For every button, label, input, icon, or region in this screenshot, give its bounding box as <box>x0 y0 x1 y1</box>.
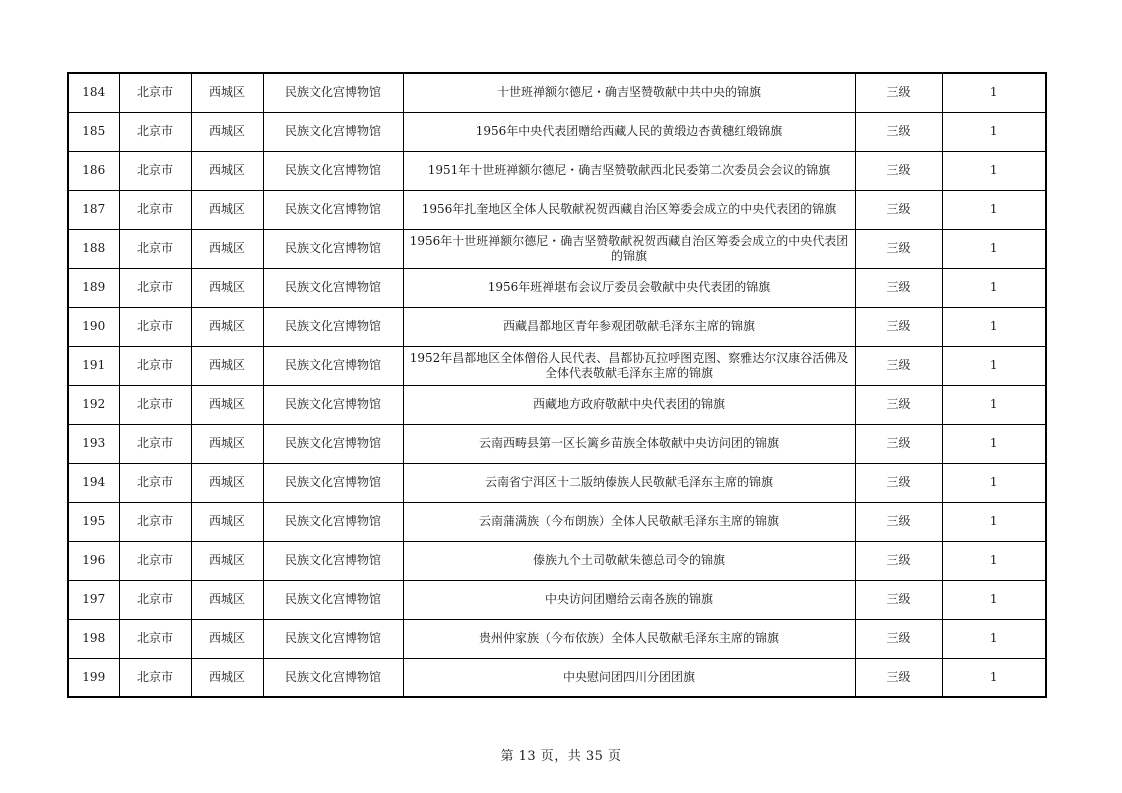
table-row <box>68 112 1046 151</box>
collection-unit-cell: 民族文化宫博物馆 <box>263 307 403 346</box>
serial-number-cell: 191 <box>68 346 119 385</box>
collection-unit-cell: 民族文化宫博物馆 <box>263 268 403 307</box>
table-row <box>68 463 1046 502</box>
district-cell: 西城区 <box>191 463 263 502</box>
relic-name-cell: 傣族九个土司敬献朱德总司令的锦旗 <box>403 541 855 580</box>
district-cell: 西城区 <box>191 658 263 697</box>
collection-unit-cell: 民族文化宫博物馆 <box>263 619 403 658</box>
quantity-cell: 1 <box>942 619 1046 658</box>
serial-number-cell: 198 <box>68 619 119 658</box>
page-footer: 第 13 页，共 35 页 <box>500 749 622 764</box>
collection-unit-cell: 民族文化宫博物馆 <box>263 658 403 697</box>
city-cell: 北京市 <box>119 619 191 658</box>
district-cell: 西城区 <box>191 424 263 463</box>
table-body <box>68 73 1046 697</box>
serial-number-cell: 184 <box>68 73 119 112</box>
quantity-cell: 1 <box>942 658 1046 697</box>
relic-name-cell: 1952年昌都地区全体僧俗人民代表、昌都协瓦拉呼图克图、察雅达尔汉康谷活佛及全体代表敬献毛泽东主席的锦旗 <box>403 346 855 385</box>
city-cell: 北京市 <box>119 268 191 307</box>
quantity-cell: 1 <box>942 307 1046 346</box>
relic-name-cell: 1956年十世班禅额尔德尼・确吉坚赞敬献祝贺西藏自治区筹委会成立的中央代表团的锦旗 <box>403 229 855 268</box>
grade-cell: 三级 <box>855 619 942 658</box>
serial-number-cell: 185 <box>68 112 119 151</box>
city-cell: 北京市 <box>119 346 191 385</box>
table-row <box>68 268 1046 307</box>
serial-number-cell: 196 <box>68 541 119 580</box>
quantity-cell: 1 <box>942 385 1046 424</box>
collection-unit-cell: 民族文化宫博物馆 <box>263 112 403 151</box>
grade-cell: 三级 <box>855 73 942 112</box>
serial-number-cell: 192 <box>68 385 119 424</box>
serial-number-cell: 197 <box>68 580 119 619</box>
city-cell: 北京市 <box>119 307 191 346</box>
city-cell: 北京市 <box>119 541 191 580</box>
district-cell: 西城区 <box>191 112 263 151</box>
collection-unit-cell: 民族文化宫博物馆 <box>263 190 403 229</box>
relic-name-cell: 云南西畴县第一区长篱乡苗族全体敬献中央访问团的锦旗 <box>403 424 855 463</box>
city-cell: 北京市 <box>119 112 191 151</box>
table-row <box>68 73 1046 112</box>
district-cell: 西城区 <box>191 268 263 307</box>
quantity-cell: 1 <box>942 151 1046 190</box>
grade-cell: 三级 <box>855 580 942 619</box>
district-cell: 西城区 <box>191 385 263 424</box>
city-cell: 北京市 <box>119 190 191 229</box>
relic-name-cell: 1951年十世班禅额尔德尼・确吉坚赞敬献西北民委第二次委员会会议的锦旗 <box>403 151 855 190</box>
relic-name-cell: 中央慰问团四川分团团旗 <box>403 658 855 697</box>
city-cell: 北京市 <box>119 463 191 502</box>
collection-unit-cell: 民族文化宫博物馆 <box>263 151 403 190</box>
serial-number-cell: 195 <box>68 502 119 541</box>
grade-cell: 三级 <box>855 268 942 307</box>
grade-cell: 三级 <box>855 307 942 346</box>
city-cell: 北京市 <box>119 385 191 424</box>
city-cell: 北京市 <box>119 580 191 619</box>
relic-name-cell: 贵州仲家族（今布依族）全体人民敬献毛泽东主席的锦旗 <box>403 619 855 658</box>
serial-number-cell: 187 <box>68 190 119 229</box>
table-row <box>68 307 1046 346</box>
relic-name-cell: 云南蒲满族（今布朗族）全体人民敬献毛泽东主席的锦旗 <box>403 502 855 541</box>
relic-name-cell: 十世班禅额尔德尼・确吉坚赞敬献中共中央的锦旗 <box>403 73 855 112</box>
quantity-cell: 1 <box>942 190 1046 229</box>
quantity-cell: 1 <box>942 268 1046 307</box>
serial-number-cell: 194 <box>68 463 119 502</box>
relic-name-cell: 1956年班禅堪布会议厅委员会敬献中央代表团的锦旗 <box>403 268 855 307</box>
table-row <box>68 385 1046 424</box>
grade-cell: 三级 <box>855 541 942 580</box>
district-cell: 西城区 <box>191 151 263 190</box>
quantity-cell: 1 <box>942 229 1046 268</box>
quantity-cell: 1 <box>942 541 1046 580</box>
serial-number-cell: 199 <box>68 658 119 697</box>
quantity-cell: 1 <box>942 424 1046 463</box>
city-cell: 北京市 <box>119 502 191 541</box>
table-row <box>68 580 1046 619</box>
quantity-cell: 1 <box>942 463 1046 502</box>
grade-cell: 三级 <box>855 658 942 697</box>
collection-unit-cell: 民族文化宫博物馆 <box>263 541 403 580</box>
city-cell: 北京市 <box>119 151 191 190</box>
city-cell: 北京市 <box>119 73 191 112</box>
serial-number-cell: 193 <box>68 424 119 463</box>
grade-cell: 三级 <box>855 424 942 463</box>
district-cell: 西城区 <box>191 190 263 229</box>
collection-unit-cell: 民族文化宫博物馆 <box>263 385 403 424</box>
grade-cell: 三级 <box>855 229 942 268</box>
collection-unit-cell: 民族文化宫博物馆 <box>263 424 403 463</box>
relic-name-cell: 1956年扎奎地区全体人民敬献祝贺西藏自治区筹委会成立的中央代表团的锦旗 <box>403 190 855 229</box>
serial-number-cell: 186 <box>68 151 119 190</box>
grade-cell: 三级 <box>855 112 942 151</box>
table-row <box>68 502 1046 541</box>
quantity-cell: 1 <box>942 502 1046 541</box>
relic-name-cell: 西藏昌都地区青年参观团敬献毛泽东主席的锦旗 <box>403 307 855 346</box>
quantity-cell: 1 <box>942 346 1046 385</box>
district-cell: 西城区 <box>191 541 263 580</box>
collection-unit-cell: 民族文化宫博物馆 <box>263 73 403 112</box>
table-row <box>68 151 1046 190</box>
grade-cell: 三级 <box>855 502 942 541</box>
table-row <box>68 346 1046 385</box>
collection-unit-cell: 民族文化宫博物馆 <box>263 229 403 268</box>
relic-name-cell: 西藏地方政府敬献中央代表团的锦旗 <box>403 385 855 424</box>
quantity-cell: 1 <box>942 73 1046 112</box>
city-cell: 北京市 <box>119 229 191 268</box>
district-cell: 西城区 <box>191 229 263 268</box>
grade-cell: 三级 <box>855 190 942 229</box>
serial-number-cell: 190 <box>68 307 119 346</box>
district-cell: 西城区 <box>191 73 263 112</box>
collection-unit-cell: 民族文化宫博物馆 <box>263 346 403 385</box>
table-row <box>68 424 1046 463</box>
district-cell: 西城区 <box>191 346 263 385</box>
serial-number-cell: 188 <box>68 229 119 268</box>
grade-cell: 三级 <box>855 463 942 502</box>
relics-table <box>67 72 1047 698</box>
table-row <box>68 229 1046 268</box>
relic-name-cell: 云南省宁洱区十二版纳傣族人民敬献毛泽东主席的锦旗 <box>403 463 855 502</box>
collection-unit-cell: 民族文化宫博物馆 <box>263 580 403 619</box>
quantity-cell: 1 <box>942 580 1046 619</box>
grade-cell: 三级 <box>855 385 942 424</box>
serial-number-cell: 189 <box>68 268 119 307</box>
grade-cell: 三级 <box>855 151 942 190</box>
grade-cell: 三级 <box>855 346 942 385</box>
district-cell: 西城区 <box>191 502 263 541</box>
city-cell: 北京市 <box>119 658 191 697</box>
city-cell: 北京市 <box>119 424 191 463</box>
district-cell: 西城区 <box>191 580 263 619</box>
relic-name-cell: 1956年中央代表团赠给西藏人民的黄缎边杏黄穗红缎锦旗 <box>403 112 855 151</box>
collection-unit-cell: 民族文化宫博物馆 <box>263 463 403 502</box>
district-cell: 西城区 <box>191 619 263 658</box>
relic-name-cell: 中央访问团赠给云南各族的锦旗 <box>403 580 855 619</box>
table-row <box>68 619 1046 658</box>
collection-unit-cell: 民族文化宫博物馆 <box>263 502 403 541</box>
table-row <box>68 190 1046 229</box>
table-row <box>68 541 1046 580</box>
table-row <box>68 658 1046 697</box>
quantity-cell: 1 <box>942 112 1046 151</box>
district-cell: 西城区 <box>191 307 263 346</box>
